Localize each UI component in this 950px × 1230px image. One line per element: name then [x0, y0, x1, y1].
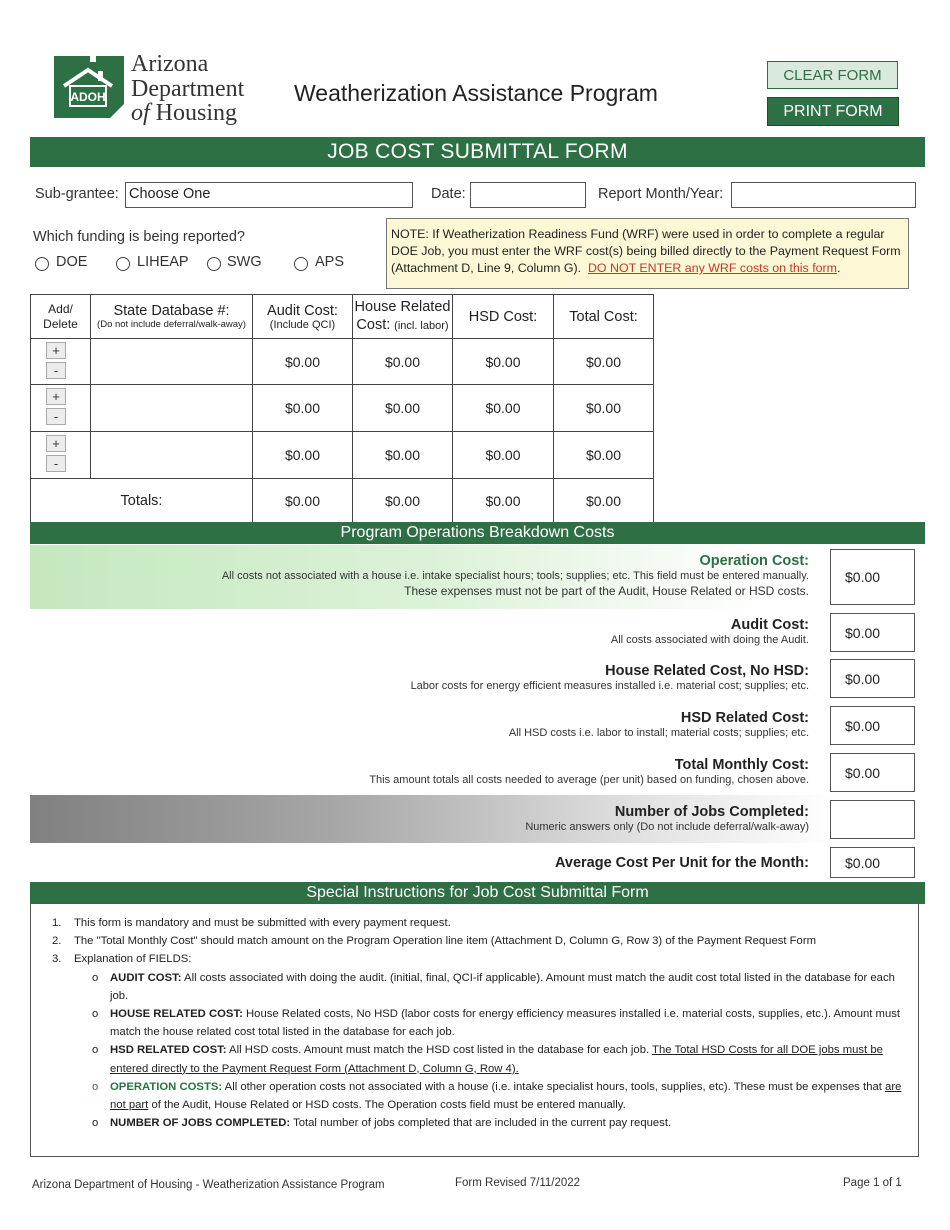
radio-swg[interactable] — [207, 257, 221, 271]
instruction-2-number: 2. — [52, 935, 62, 948]
total-monthly-desc: This amount totals all costs needed to average (per unit) based on funding, chosen above. — [369, 774, 809, 786]
hsd-cost-label-group — [30, 710, 809, 741]
report-month-label: Report Month/Year: — [598, 186, 724, 202]
instruction-op-text-2: of the Audit, House Related or HSD costs. The Operation costs field must be entered manually. — [148, 1099, 626, 1112]
instruction-3-number: 3. — [52, 953, 62, 966]
instruction-op-text-1: All other operation costs not associated with a house (i.e. intake specialist hours, tools, supplies, etc). These must be expenses that — [222, 1080, 886, 1093]
logo-line-3 — [131, 101, 244, 126]
avg-cost-value: $0.00 — [830, 847, 915, 878]
totals-label: Totals: — [30, 478, 253, 523]
total-monthly-value: $0.00 — [830, 753, 915, 792]
operation-cost-desc-2: These expenses must not be part of the Audit, House Related or HSD costs. — [404, 584, 809, 598]
logo-line-1: Arizona — [131, 51, 209, 77]
row-2-house: $0.00 — [352, 384, 453, 432]
breakdown-title-bar: Program Operations Breakdown Costs — [30, 522, 925, 544]
instructions-list — [52, 914, 912, 1132]
avg-cost-title: Average Cost Per Unit for the Month: — [554, 855, 809, 871]
subgrantee-dropdown[interactable]: Choose One — [125, 182, 413, 208]
header-house-text: House Related — [354, 298, 451, 315]
header-total: Total Cost: — [553, 294, 654, 339]
footer-page: Page 1 of 1 — [843, 1177, 902, 1189]
form-title-banner: JOB COST SUBMITTAL FORM — [30, 137, 925, 167]
audit-cost-value: $0.00 — [830, 613, 915, 652]
header-add-delete — [30, 294, 91, 339]
instruction-audit — [52, 969, 912, 1005]
instruction-hsd-underline: The Total HSD Costs for all DOE jobs must be entered directly to the Payment Request Form (Attachment D, Column G, Row 4). — [110, 1044, 883, 1075]
note-text: NOTE: If Weatherization Readiness Fund (WRF) were used in order to complete a regular DOE Job, you must enter the WRF cost(s) being billed directly to the Payment Request Form (Attachment D, Line 9, Column G). — [391, 227, 901, 275]
header-audit-note: (Include QCI) — [269, 318, 336, 331]
instruction-hsd — [52, 1041, 912, 1077]
bullet-icon: o — [92, 1044, 99, 1057]
totals-audit: $0.00 — [252, 478, 353, 523]
row-2-audit: $0.00 — [252, 384, 353, 432]
header-house — [352, 294, 453, 339]
instruction-house-text: House Related costs, No HSD (labor costs for energy efficiency measures installed i.e. material costs, supplies, etc.). Amount must match the house related cost total listed in the database for each job. — [110, 1008, 901, 1039]
logo-badge-text: ADOH — [70, 90, 106, 104]
house-cost-label-group — [30, 663, 809, 694]
row-2-add-button[interactable]: + — [46, 388, 66, 405]
header-state-db-note: (Do not include deferral/walk-away) — [97, 319, 246, 330]
adoh-logo-icon — [50, 54, 126, 120]
row-1-audit: $0.00 — [252, 338, 353, 385]
house-cost-title: House Related Cost, No HSD: — [605, 663, 809, 679]
radio-liheap-label: LIHEAP — [137, 254, 189, 270]
header-hsd: HSD Cost: — [452, 294, 554, 339]
header-state-db — [90, 294, 253, 339]
row-3-total: $0.00 — [553, 431, 654, 479]
hsd-cost-desc: All HSD costs i.e. labor to install; material costs; supplies; etc. — [508, 727, 809, 739]
radio-doe-label: DOE — [56, 254, 88, 270]
instruction-hsd-text: All HSD costs. Amount must match the HSD cost listed in the database for each job. — [226, 1044, 653, 1057]
instruction-3 — [52, 950, 912, 968]
row-3-add-button[interactable]: + — [46, 435, 66, 452]
hsd-cost-title: HSD Related Cost: — [680, 710, 809, 726]
instruction-jobs — [52, 1114, 912, 1132]
audit-cost-title: Audit Cost: — [730, 617, 809, 633]
header-house-text-2: Cost: — [356, 316, 391, 333]
row-2-delete-button[interactable]: - — [46, 408, 66, 425]
logo-of: of — [131, 100, 150, 126]
instruction-house-label: HOUSE RELATED COST: — [110, 1008, 243, 1021]
radio-liheap[interactable] — [116, 257, 130, 271]
instruction-jobs-label: NUMBER OF JOBS COMPLETED: — [110, 1117, 291, 1130]
instruction-audit-text: All costs associated with doing the audit. (initial, final, QCI-if applicable). Amount must match the audit cost total listed in the database for each job. — [110, 971, 895, 1002]
program-title: Weatherization Assistance Program — [294, 80, 658, 106]
date-label: Date: — [431, 186, 466, 202]
instruction-2 — [52, 932, 912, 950]
operation-cost-title: Operation Cost: — [699, 553, 809, 569]
jobs-completed-desc: Numeric answers only (Do not include deferral/walk-away) — [525, 821, 809, 833]
header-audit — [252, 294, 353, 339]
operation-cost-input[interactable]: $0.00 — [830, 549, 915, 605]
radio-aps-label: APS — [315, 254, 345, 270]
instruction-1 — [52, 914, 912, 932]
row-2-total: $0.00 — [553, 384, 654, 432]
row-3-delete-button[interactable]: - — [46, 455, 66, 472]
row-1-delete-button[interactable]: - — [46, 362, 66, 379]
wrf-note — [386, 218, 909, 289]
audit-cost-label-group — [30, 617, 809, 648]
bullet-icon: o — [92, 1008, 99, 1021]
instruction-op-label: OPERATION COSTS: — [110, 1080, 223, 1093]
row-2-hsd: $0.00 — [452, 384, 554, 432]
radio-aps[interactable] — [294, 257, 308, 271]
jobs-completed-title: Number of Jobs Completed: — [614, 804, 809, 820]
note-end: . — [836, 261, 841, 275]
hsd-cost-value: $0.00 — [830, 706, 915, 745]
bullet-icon: o — [92, 1117, 99, 1130]
header-add-delete-text: Add/ Delete — [43, 301, 78, 331]
bullet-icon: o — [92, 1080, 99, 1093]
clear-form-button[interactable]: CLEAR FORM — [767, 61, 898, 89]
instruction-house — [52, 1005, 912, 1041]
header-house-note: (incl. labor) — [394, 319, 449, 332]
print-form-button[interactable]: PRINT FORM — [767, 97, 899, 126]
house-cost-desc: Labor costs for energy efficient measures installed i.e. material cost; supplies; etc. — [410, 680, 809, 692]
instruction-3-text: Explanation of FIELDS: — [74, 953, 192, 966]
row-1-db-input[interactable] — [90, 338, 253, 385]
instructions-title-bar: Special Instructions for Job Cost Submittal Form — [30, 882, 925, 904]
instruction-operation — [52, 1078, 912, 1114]
totals-total: $0.00 — [553, 478, 654, 523]
footer-left: Arizona Department of Housing - Weatherization Assistance Program — [32, 1179, 385, 1191]
total-monthly-label-group — [30, 757, 809, 788]
logo-wordmark — [131, 52, 244, 126]
instruction-hsd-label: HSD RELATED COST: — [110, 1044, 227, 1057]
date-input[interactable] — [470, 182, 586, 208]
row-1-total: $0.00 — [553, 338, 654, 385]
audit-cost-desc: All costs associated with doing the Audit. — [610, 634, 809, 646]
row-3-db-input[interactable] — [90, 431, 253, 479]
jobs-completed-input[interactable] — [830, 800, 915, 839]
row-1-house: $0.00 — [352, 338, 453, 385]
row-3-hsd: $0.00 — [452, 431, 554, 479]
row-3-house: $0.00 — [352, 431, 453, 479]
row-1-hsd: $0.00 — [452, 338, 554, 385]
instruction-1-number: 1. — [52, 917, 62, 929]
instruction-jobs-text: Total number of jobs completed that are included in the current pay request. — [290, 1117, 672, 1130]
operation-cost-label-group — [30, 553, 809, 599]
header-state-db-text: State Database #: — [113, 303, 230, 319]
logo-line-2: Department — [131, 75, 245, 102]
totals-hsd: $0.00 — [452, 478, 554, 523]
note-warning: DO NOT ENTER any WRF costs on this form — [587, 261, 837, 275]
instruction-op-underline: are not part — [110, 1080, 902, 1112]
row-3-audit: $0.00 — [252, 431, 353, 479]
operation-cost-desc-1: All costs not associated with a house i.e. intake specialist hours; tools; supplies; etc. This field must be entered manually. — [221, 570, 809, 582]
house-cost-value: $0.00 — [830, 659, 915, 698]
subgrantee-label: Sub-grantee: — [35, 186, 119, 202]
totals-house: $0.00 — [352, 478, 453, 523]
logo-housing: Housing — [155, 100, 238, 126]
funding-question: Which funding is being reported? — [33, 229, 245, 245]
instruction-audit-label: AUDIT COST: — [110, 971, 182, 984]
footer-revised: Form Revised 7/11/2022 — [455, 1177, 581, 1189]
header-audit-text: Audit Cost: — [267, 302, 338, 319]
instruction-1-text: This form is mandatory and must be submitted with every payment request. — [74, 917, 451, 929]
instruction-2-text: The "Total Monthly Cost" should match amount on the Program Operation line item (Attachment D, Column G, Row 3) of the Payment Request Form — [74, 935, 817, 948]
radio-swg-label: SWG — [227, 254, 262, 270]
avg-cost-label-group — [30, 855, 809, 871]
jobs-completed-label-group — [30, 804, 809, 835]
radio-doe[interactable] — [35, 257, 49, 271]
row-2-db-input[interactable] — [90, 384, 253, 432]
total-monthly-title: Total Monthly Cost: — [674, 757, 809, 773]
report-month-input[interactable] — [731, 182, 916, 208]
row-1-add-button[interactable]: + — [46, 342, 66, 359]
bullet-icon: o — [92, 971, 99, 984]
